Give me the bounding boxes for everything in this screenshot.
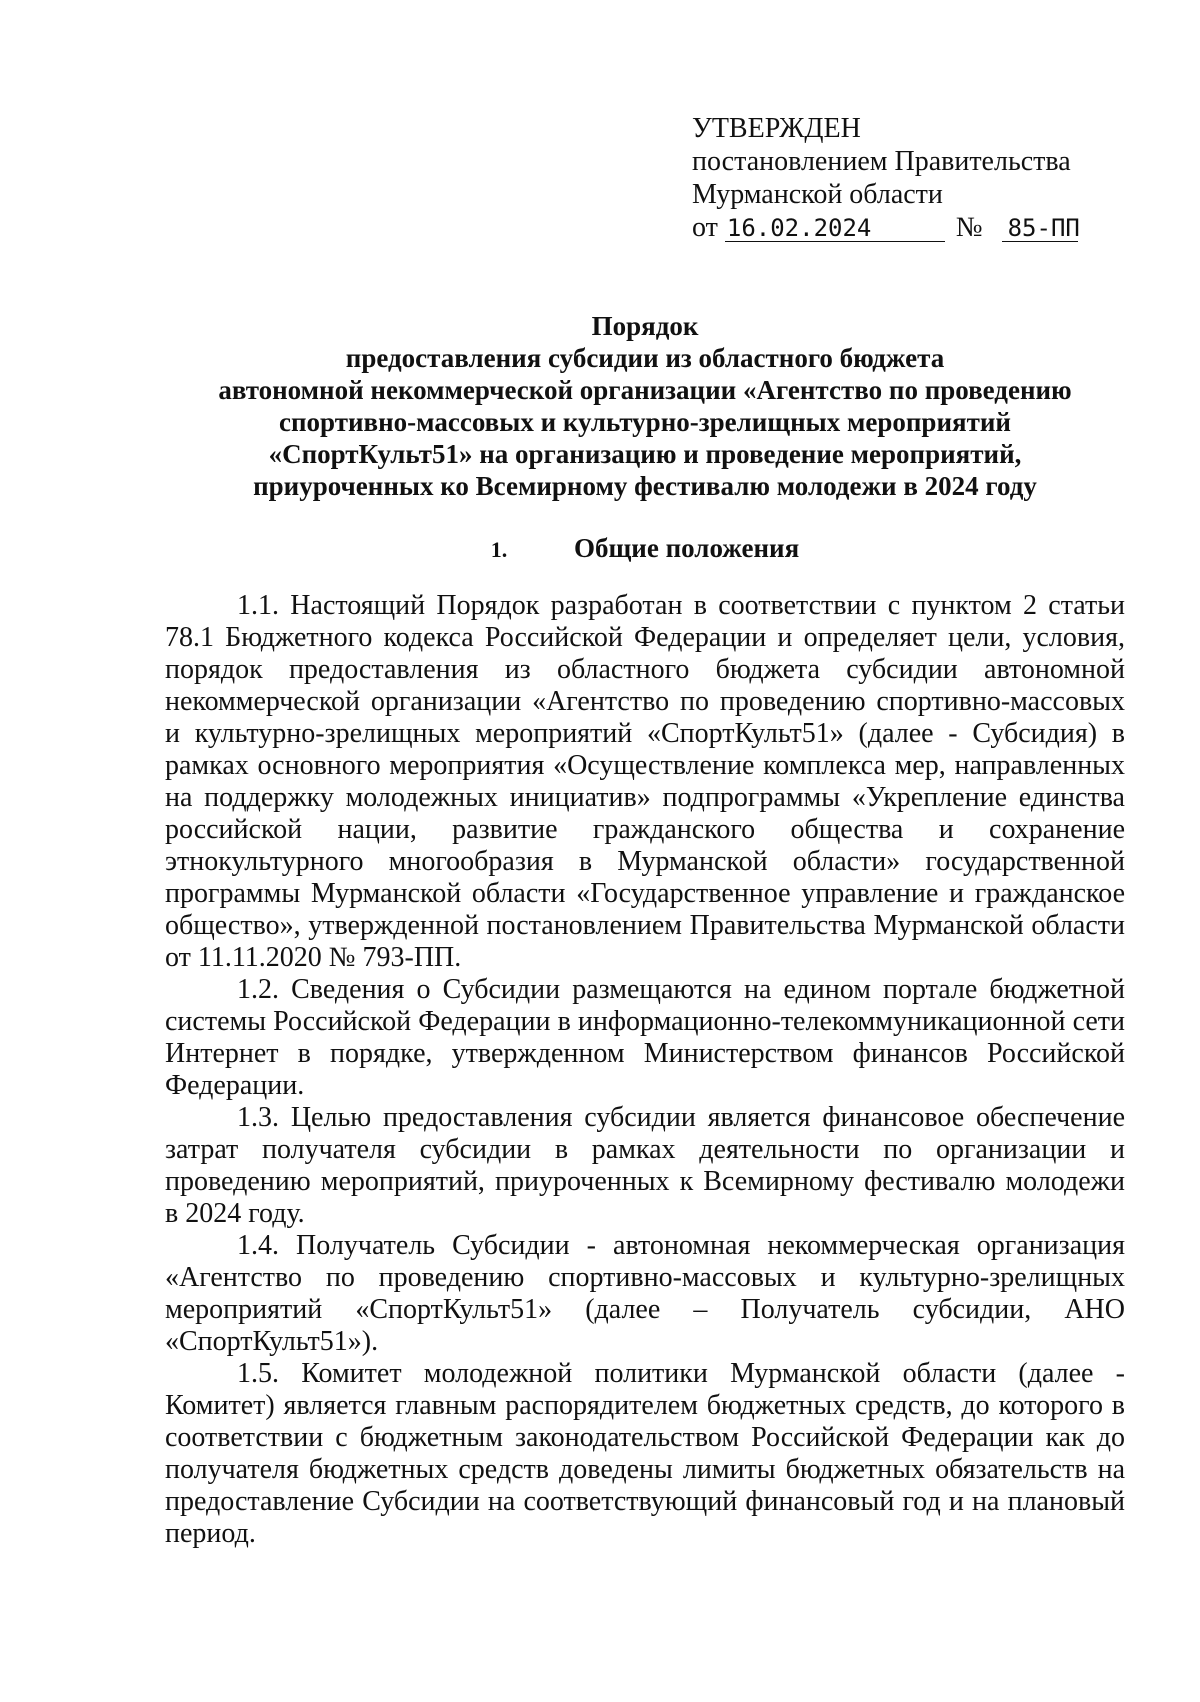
approval-date-number-line	[692, 211, 1112, 244]
paragraph-1-2: 1.2. Сведения о Субсидии размещаются на едином портале бюджетной системы Российской Федерации в информационно-телекоммуникационной сети Интернет в порядке, утвержденном Министерством финансов Российской Федерации.	[165, 974, 1125, 1101]
approval-date: 16.02.2024	[725, 215, 945, 242]
paragraph-1-4: 1.4. Получатель Субсидии - автономная некоммерческая организация «Агентство по проведению спортивно-массовых и культурно-зрелищных мероприятий «СпортКульт51» (далее – Получатель субсидии, АНО «СпортКульт51»).	[165, 1230, 1125, 1357]
document-title	[160, 310, 1130, 502]
paragraph-1-1: 1.1. Настоящий Порядок разработан в соответствии с пунктом 2 статьи 78.1 Бюджетного кодекса Российской Федерации и определяет цели, условия, порядок предоставления из областного бюджета субсидии автономной некоммерческой организации «Агентство по проведению спортивно-массовых и культурно-зрелищных мероприятий «СпортКульт51» (далее - Субсидия) в рамках основного мероприятия «Осуществление комплекса мер, направленных на поддержку молодежных инициатив» подпрограммы «Укрепление единства российской нации, развитие гражданского общества и сохранение этнокультурного многообразия в Мурманской области» государственной программы Мурманской области «Государственное управление и гражданское общество», утвержденной постановлением Правительства Мурманской области от 11.11.2020 № 793-ПП.	[165, 590, 1125, 973]
approval-title: УТВЕРЖДЕН	[692, 113, 861, 144]
document-body	[165, 590, 1125, 1550]
section-number: 1.	[490, 537, 508, 562]
title-line-3: автономной некоммерческой организации «Агентство по проведению	[218, 375, 1072, 405]
paragraph-1-5: 1.5. Комитет молодежной политики Мурманской области (далее - Комитет) является главным распорядителем бюджетных средств, до которого в соответствии с бюджетным законодательством Российской Федерации как до получателя бюджетных средств доведены лимиты бюджетных обязательств на предоставление Субсидии на соответствующий финансовый год и на плановый период.	[165, 1358, 1125, 1549]
approval-authority: постановлением Правительства	[692, 146, 1071, 177]
section-heading	[160, 532, 1130, 566]
date-prefix: от	[692, 212, 718, 243]
title-line-5: «СпортКульт51» на организацию и проведение мероприятий,	[268, 439, 1022, 469]
number-sign: №	[955, 212, 983, 243]
paragraph-1-3: 1.3. Целью предоставления субсидии является финансовое обеспечение затрат получателя субсидии в рамках деятельности по организации и проведению мероприятий, приуроченных к Всемирному фестивалю молодежи в 2024 году.	[165, 1102, 1125, 1229]
approval-number: 85-ПП	[1002, 215, 1078, 242]
section-title: Общие положения	[574, 533, 800, 563]
title-line-1: Порядок	[591, 311, 699, 341]
title-line-2: предоставления субсидии из областного бюджета	[345, 343, 945, 373]
title-line-6: приуроченных ко Всемирному фестивалю молодежи в 2024 году	[253, 471, 1037, 501]
approval-block	[692, 112, 1112, 244]
approval-region: Мурманской области	[692, 179, 943, 210]
title-line-4: спортивно-массовых и культурно-зрелищных мероприятий	[279, 407, 1011, 437]
